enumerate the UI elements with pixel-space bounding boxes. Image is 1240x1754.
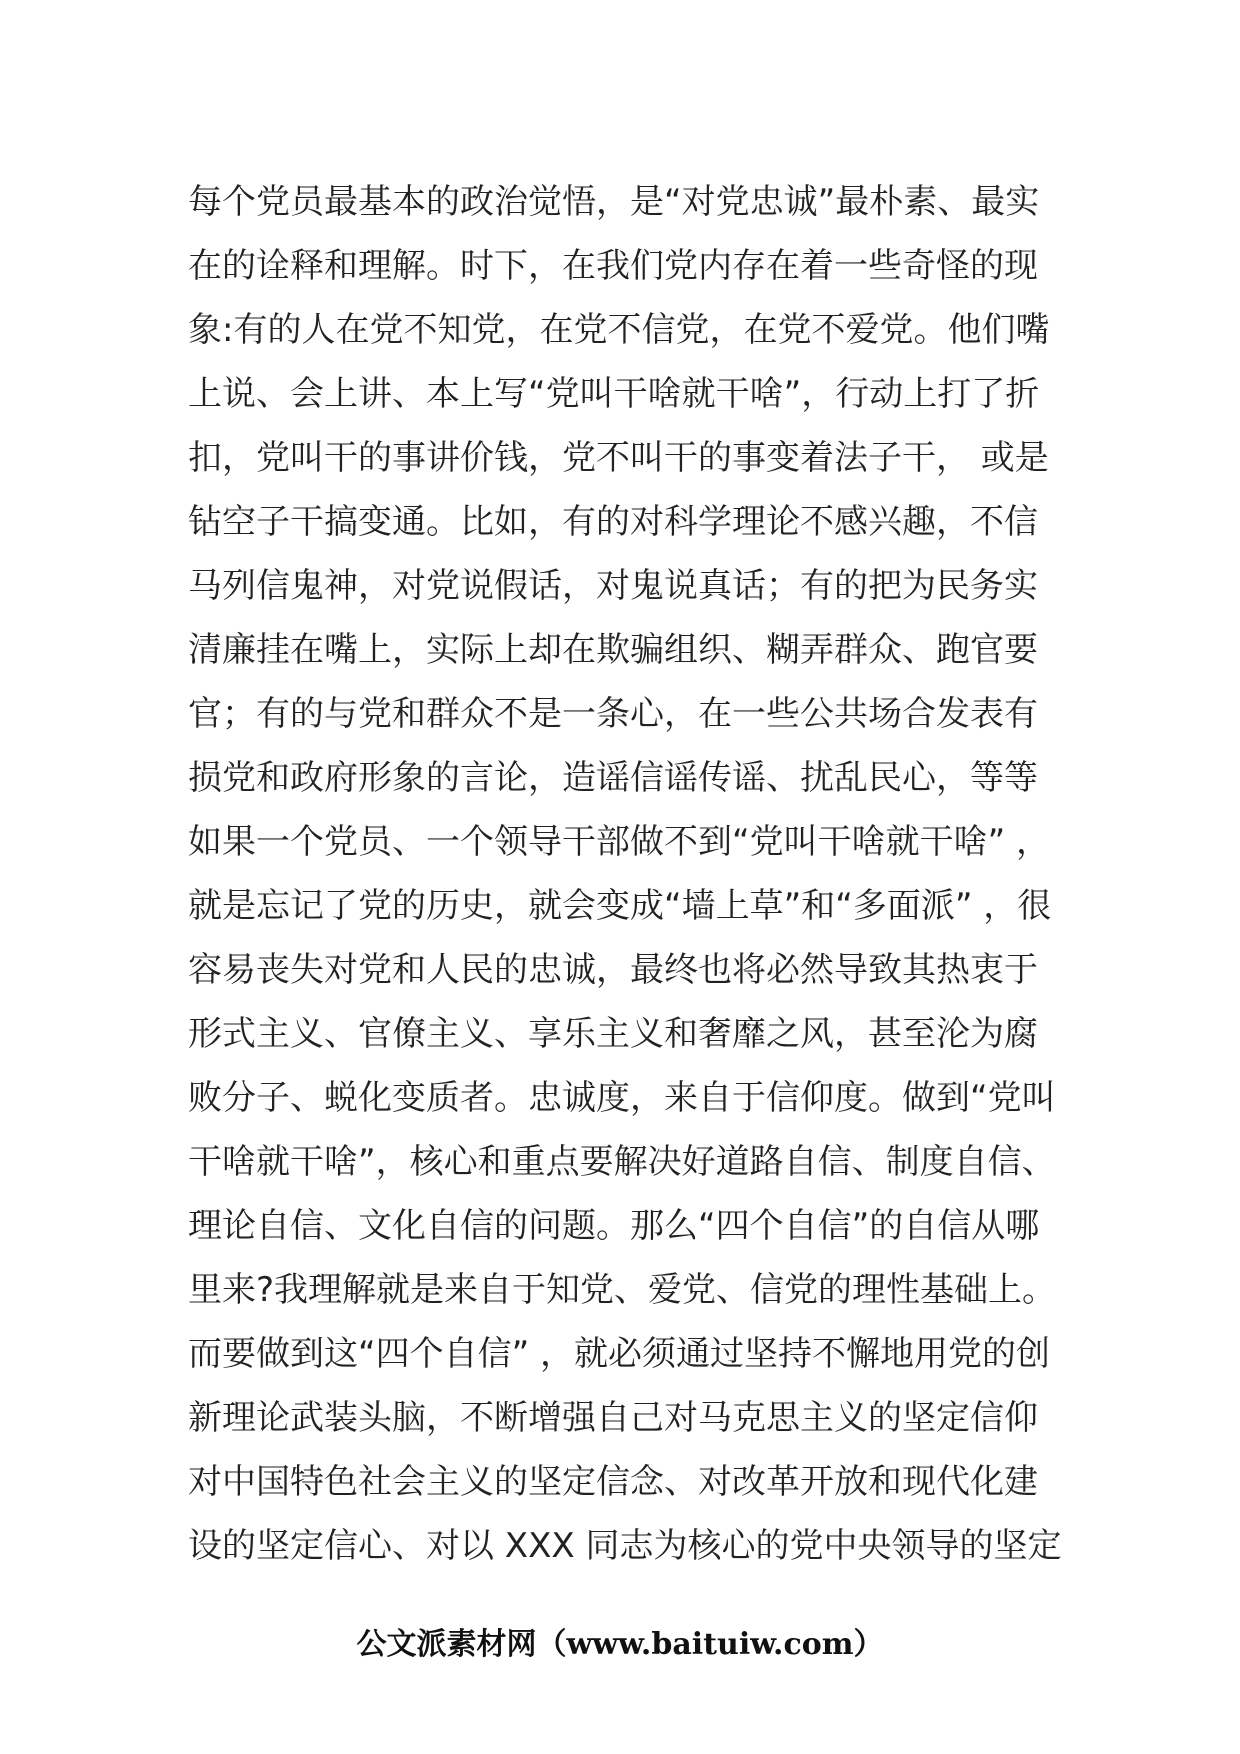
- text-line: 干啥就干啥”，核心和重点要解决好道路自信、制度自信、: [188, 1142, 1056, 1182]
- text-line: 就是忘记了党的历史，就会变成“墙上草”和“多面派” ，很: [188, 886, 1052, 926]
- text-line: 对中国特色社会主义的坚定信念、对改革开放和现代化建: [188, 1462, 1038, 1502]
- text-line: 象:有的人在党不知党，在党不信党，在党不爱党。他们嘴: [188, 310, 1050, 350]
- text-line: 如果一个党员、一个领导干部做不到“党叫干啥就干啥” ，: [188, 822, 1051, 862]
- text-line: 设的坚定信心、对以 XXX 同志为核心的党中央领导的坚定: [188, 1526, 1062, 1566]
- text-line: 清廉挂在嘴上，实际上却在欺骗组织、糊弄群众、跑官要: [188, 630, 1038, 670]
- text-line: 形式主义、官僚主义、享乐主义和奢靡之风，甚至沦为腐: [188, 1014, 1038, 1054]
- text-line: 钻空子干搞变通。比如，有的对科学理论不感兴趣，不信: [188, 502, 1038, 542]
- text-line: 容易丧失对党和人民的忠诚，最终也将必然导致其热衷于: [188, 950, 1038, 990]
- text-line: 里来?我理解就是来自于知党、爱党、信党的理性基础上。: [188, 1270, 1057, 1310]
- text-line: 损党和政府形象的言论，造谣信谣传谣、扰乱民心，等等: [188, 758, 1038, 798]
- text-line: 败分子、蜕化变质者。忠诚度，来自于信仰度。做到“党叫: [188, 1078, 1056, 1118]
- text-line: 理论自信、文化自信的问题。那么“四个自信”的自信从哪: [188, 1206, 1040, 1246]
- text-line: 官；有的与党和群众不是一条心，在一些公共场合发表有: [188, 694, 1038, 734]
- text-line: 在的诠释和理解。时下，在我们党内存在着一些奇怪的现: [188, 246, 1038, 286]
- text-line: 扣，党叫干的事讲价钱，党不叫干的事变着法子干， 或是: [188, 438, 1049, 478]
- text-line: 马列信鬼神，对党说假话，对鬼说真话；有的把为民务实: [188, 566, 1038, 606]
- text-line: 上说、会上讲、本上写“党叫干啥就干啥”，行动上打了折: [188, 374, 1040, 414]
- text-line: 每个党员最基本的政治觉悟，是“对党忠诚”最朴素、最实: [188, 182, 1040, 222]
- footer-watermark: 公文派素材网（www.baituiw.com）: [356, 1627, 884, 1662]
- body-text: [188, 170, 1068, 1578]
- text-line: 新理论武装头脑，不断增强自己对马克思主义的坚定信仰: [188, 1398, 1038, 1438]
- text-line: 而要做到这“四个自信” ，就必须通过坚持不懈地用党的创: [188, 1334, 1051, 1374]
